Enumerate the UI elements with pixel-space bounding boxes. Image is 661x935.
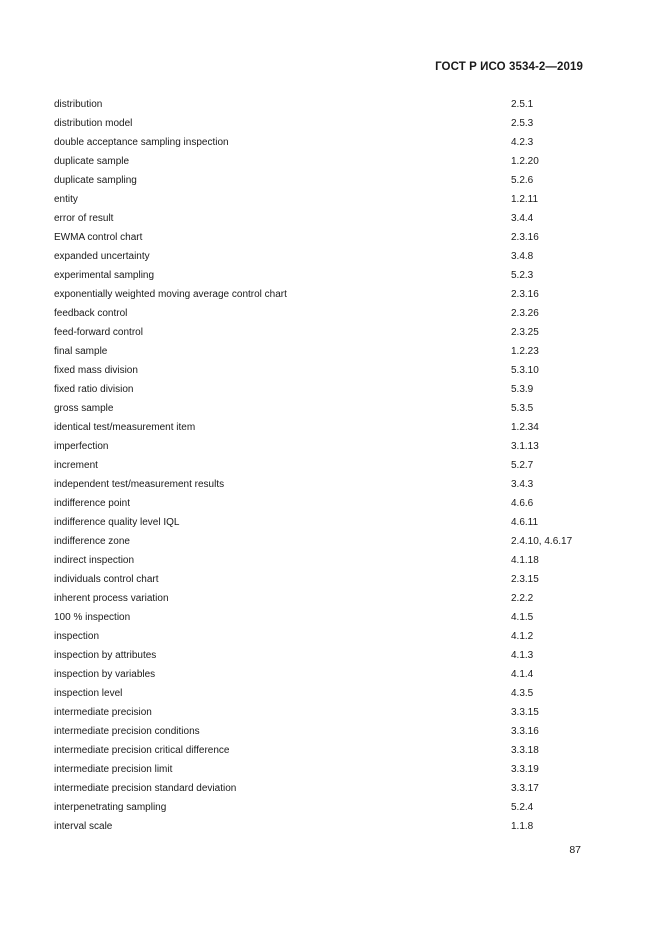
index-entry: [54, 513, 594, 532]
index-term: inherent process variation: [54, 593, 169, 604]
index-term: individuals control chart: [54, 574, 159, 585]
standard-designation-header: ГОСТ Р ИСО 3534-2—2019: [435, 61, 583, 73]
index-reference-number: 2.3.15: [511, 574, 539, 585]
index-reference-number: 5.2.6: [511, 175, 534, 186]
index-term: inspection level: [54, 688, 123, 699]
index-term: gross sample: [54, 403, 114, 414]
index-term: 100 % inspection: [54, 612, 131, 623]
index-entry: [54, 266, 594, 285]
index-entry: [54, 304, 594, 323]
index-entry: [54, 589, 594, 608]
index-term: indifference quality level IQL: [54, 517, 180, 528]
index-entry: [54, 703, 594, 722]
index-reference-number: 5.3.5: [511, 403, 534, 414]
page-number: 87: [569, 844, 581, 856]
index-term: intermediate precision: [54, 707, 152, 718]
index-entry: [54, 190, 594, 209]
index-entry: [54, 171, 594, 190]
index-reference-number: 3.4.8: [511, 251, 534, 262]
index-term: entity: [54, 194, 78, 205]
index-entry: [54, 228, 594, 247]
index-reference-number: 4.1.4: [511, 669, 534, 680]
index-term: experimental sampling: [54, 270, 155, 281]
index-term: expanded uncertainty: [54, 251, 150, 262]
index-reference-number: 3.3.17: [511, 783, 539, 794]
index-term: duplicate sample: [54, 156, 130, 167]
index-term: distribution model: [54, 118, 133, 129]
index-entry: [54, 285, 594, 304]
index-term: intermediate precision critical difference: [54, 745, 230, 756]
index-reference-number: 5.2.7: [511, 460, 534, 471]
index-reference-number: 4.3.5: [511, 688, 534, 699]
index-reference-number: 1.2.11: [511, 194, 539, 205]
index-reference-number: 4.1.5: [511, 612, 534, 623]
index-term: independent test/measurement results: [54, 479, 225, 490]
index-reference-number: 5.2.3: [511, 270, 534, 281]
index-reference-number: 2.5.1: [511, 99, 534, 110]
index-term: inspection: [54, 631, 100, 642]
index-term: intermediate precision limit: [54, 764, 173, 775]
index-term: feed-forward control: [54, 327, 143, 338]
index-reference-number: 1.2.23: [511, 346, 539, 357]
index-term: exponentially weighted moving average control chart: [54, 289, 287, 300]
index-term: imperfection: [54, 441, 109, 452]
index-entry: [54, 532, 594, 551]
index-term: fixed mass division: [54, 365, 138, 376]
index-reference-number: 4.1.3: [511, 650, 534, 661]
index-reference-number: 1.2.34: [511, 422, 539, 433]
index-entry: [54, 475, 594, 494]
index-entry: [54, 798, 594, 817]
index-entry: [54, 95, 594, 114]
index-term: feedback control: [54, 308, 128, 319]
index-term: duplicate sampling: [54, 175, 137, 186]
index-entry: [54, 247, 594, 266]
index-reference-number: 2.3.16: [511, 232, 539, 243]
index-entry: [54, 684, 594, 703]
index-reference-number: 2.3.16: [511, 289, 539, 300]
index-reference-number: 3.4.4: [511, 213, 534, 224]
index-entry: [54, 760, 594, 779]
index-reference-number: 2.2.2: [511, 593, 534, 604]
index-entry: [54, 779, 594, 798]
index-entry: [54, 570, 594, 589]
index-reference-number: 3.3.19: [511, 764, 539, 775]
index-entry: [54, 323, 594, 342]
index-reference-number: 3.3.16: [511, 726, 539, 737]
index-entry: [54, 209, 594, 228]
index-entry: [54, 399, 594, 418]
index-entry: [54, 114, 594, 133]
index-entry: [54, 741, 594, 760]
index-entry: [54, 627, 594, 646]
index-term: error of result: [54, 213, 114, 224]
index-entry: [54, 437, 594, 456]
index-entry: [54, 380, 594, 399]
index-term: indifference point: [54, 498, 130, 509]
index-reference-number: 2.4.10, 4.6.17: [511, 536, 573, 547]
index-entry: [54, 456, 594, 475]
index-term: distribution: [54, 99, 103, 110]
index-term: identical test/measurement item: [54, 422, 196, 433]
index-reference-number: 4.2.3: [511, 137, 534, 148]
index-reference-number: 4.1.2: [511, 631, 534, 642]
index-entry: [54, 551, 594, 570]
index-term: EWMA control chart: [54, 232, 143, 243]
index-term: increment: [54, 460, 98, 471]
index-reference-number: 3.4.3: [511, 479, 534, 490]
index-reference-number: 5.3.10: [511, 365, 539, 376]
index-term: inspection by attributes: [54, 650, 157, 661]
index-reference-number: 3.3.15: [511, 707, 539, 718]
index-entry: [54, 646, 594, 665]
index-entry: [54, 665, 594, 684]
index-term: intermediate precision standard deviation: [54, 783, 237, 794]
index-entry: [54, 418, 594, 437]
index-reference-number: 5.3.9: [511, 384, 534, 395]
index-entry: [54, 494, 594, 513]
index-reference-number: 1.2.20: [511, 156, 539, 167]
index-reference-number: 1.1.8: [511, 821, 534, 832]
index-entry: [54, 342, 594, 361]
index-term: intermediate precision conditions: [54, 726, 200, 737]
index-term: final sample: [54, 346, 108, 357]
index-term: fixed ratio division: [54, 384, 134, 395]
index-term: inspection by variables: [54, 669, 156, 680]
index-entry: [54, 817, 594, 836]
index-reference-number: 4.6.11: [511, 517, 539, 528]
index-reference-number: 4.1.18: [511, 555, 539, 566]
index-reference-number: 3.1.13: [511, 441, 539, 452]
alphabetical-term-index: [54, 95, 594, 836]
index-reference-number: 2.3.26: [511, 308, 539, 319]
index-reference-number: 5.2.4: [511, 802, 534, 813]
index-entry: [54, 608, 594, 627]
index-term: double acceptance sampling inspection: [54, 137, 229, 148]
index-term: interpenetrating sampling: [54, 802, 167, 813]
index-reference-number: 2.5.3: [511, 118, 534, 129]
index-term: indirect inspection: [54, 555, 135, 566]
index-reference-number: 2.3.25: [511, 327, 539, 338]
index-entry: [54, 133, 594, 152]
index-entry: [54, 152, 594, 171]
index-entry: [54, 722, 594, 741]
index-entry: [54, 361, 594, 380]
index-reference-number: 3.3.18: [511, 745, 539, 756]
index-term: indifference zone: [54, 536, 130, 547]
index-reference-number: 4.6.6: [511, 498, 534, 509]
index-term: interval scale: [54, 821, 113, 832]
